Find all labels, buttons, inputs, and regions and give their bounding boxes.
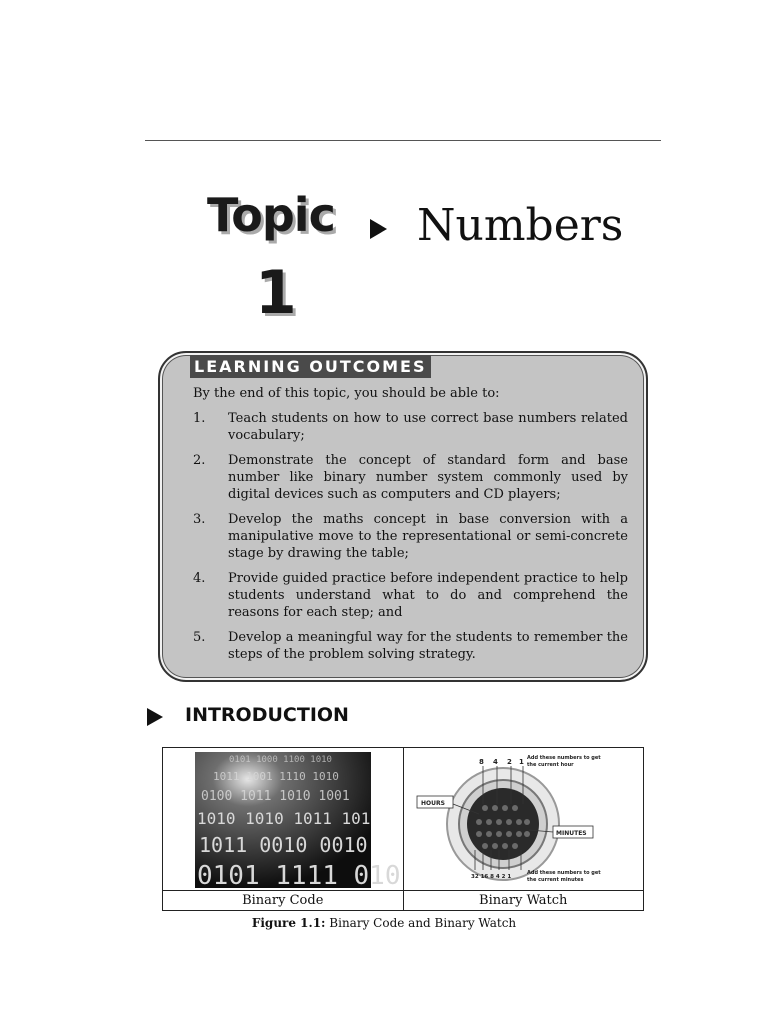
watch-hour-value: 8: [479, 758, 485, 766]
list-item-number: 1.: [193, 411, 206, 426]
list-item: [193, 410, 628, 444]
list-item-text: Demonstrate the concept of standard form and base number like binary number system commonly used by digital devices such as computers and CD players;: [228, 453, 628, 502]
topic-word: Topic: [207, 188, 335, 242]
binary-watch-image: [413, 752, 633, 888]
triangle-arrow-icon: [147, 708, 163, 726]
list-item-text: Teach students on how to use correct base numbers related vocabulary;: [228, 411, 628, 443]
binary-row: 1010 1010 1011 101: [196, 809, 371, 828]
binary-watch-caption: Binary Watch: [403, 891, 644, 911]
introduction-heading: INTRODUCTION: [185, 704, 349, 726]
top-rule: [145, 140, 661, 141]
triangle-arrow-icon: [370, 219, 387, 239]
list-item-text: Provide guided practice before independent practice to help students understand what to do and comprehend the reasons for each step; and: [228, 571, 628, 620]
figure-label: Figure 1.1:: [251, 916, 326, 930]
binary-row: 0101 1000 1100 1010: [228, 755, 332, 765]
watch-minute-values: 32 16 8 4 2 1: [471, 874, 512, 880]
minutes-label: MINUTES: [556, 830, 587, 837]
list-item: [193, 570, 628, 621]
list-item-number: 2.: [193, 453, 206, 468]
watch-bottom-note: Add these numbers to get: [527, 870, 601, 876]
binary-code-image: [195, 752, 401, 891]
list-item-text: Develop a meaningful way for the students to remember the steps of the problem solving strategy.: [228, 630, 628, 662]
watch-top-note: Add these numbers to get: [527, 755, 601, 761]
figure-caption-text: Binary Code and Binary Watch: [325, 916, 517, 930]
figure-caption: [0, 916, 768, 930]
binary-row: 0100 1011 1010 1001: [200, 789, 350, 804]
binary-watch-cell: [403, 748, 644, 891]
watch-top-note: the current hour: [527, 762, 574, 768]
list-item: [193, 629, 628, 663]
list-item-number: 5.: [193, 630, 206, 645]
binary-row: 1011 1001 1110 1010: [212, 770, 339, 783]
watch-hour-value: 1: [519, 758, 525, 766]
binary-code-caption: Binary Code: [163, 891, 404, 911]
watch-hour-value: 2: [507, 758, 513, 766]
topic-title: Numbers: [417, 200, 624, 251]
learning-outcomes-list: [193, 410, 628, 671]
list-item: [193, 511, 628, 562]
list-item-number: 3.: [193, 512, 206, 527]
topic-number: 1: [255, 258, 297, 328]
binary-row: 0101 1111 010: [196, 861, 401, 891]
figure-table: [162, 747, 644, 911]
list-item: [193, 452, 628, 503]
watch-hour-value: 4: [493, 758, 499, 766]
watch-bottom-note: the current minutes: [527, 877, 584, 883]
binary-row: 1011 0010 0010: [198, 833, 368, 857]
list-item-text: Develop the maths concept in base conversion with a manipulative move to the representational or semi-concrete stage by drawing the table;: [228, 512, 628, 561]
list-item-number: 4.: [193, 571, 206, 586]
learning-outcomes-intro: By the end of this topic, you should be able to:: [193, 386, 500, 401]
learning-outcomes-header: LEARNING OUTCOMES: [190, 355, 431, 378]
binary-code-cell: [163, 748, 404, 891]
hours-label: HOURS: [421, 800, 446, 807]
